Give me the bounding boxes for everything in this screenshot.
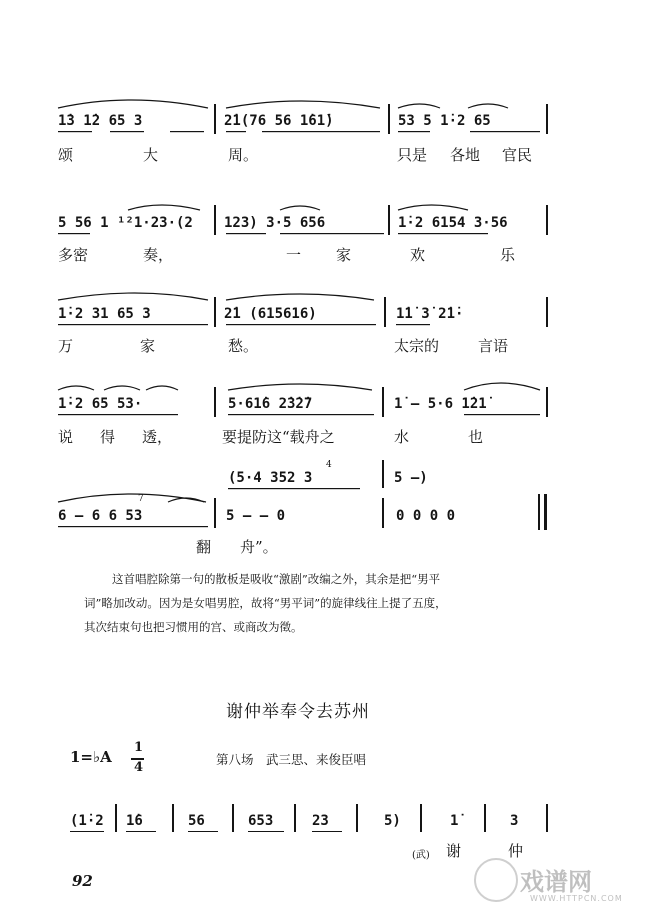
- lyric-4-6: 也: [468, 428, 484, 446]
- measure-1-3: 53 5 1̇·2 65: [398, 113, 491, 129]
- measure-5u-1: (5·4 352 3: [228, 470, 313, 486]
- lyric-2-1: 多密: [58, 246, 89, 264]
- section-title: 谢仲举奉令去苏州: [226, 702, 370, 722]
- measure-2-1: 5 56 1 ¹²1·23·(2: [58, 215, 193, 231]
- measure-4-1: 1̇·2 65 53·: [58, 396, 143, 412]
- footnote-line-3: 其次结束句也把习惯用的宫、或商改为徵。: [84, 620, 303, 634]
- grace-note-7: 7: [138, 494, 144, 504]
- lyric-3-3: 愁。: [228, 337, 259, 355]
- underline: [126, 831, 156, 832]
- lyric-2-2: 奏，: [143, 246, 174, 264]
- measure-4-2: 5·61̇6 2̇3̇2̇7: [228, 396, 313, 412]
- lyric-4-1: 说: [58, 428, 74, 446]
- underline: [248, 831, 284, 832]
- underline: [188, 831, 218, 832]
- intro-note-6: 5): [384, 813, 401, 829]
- barline: [294, 804, 296, 832]
- lyric-3-1: 万: [58, 337, 74, 355]
- time-signature-denominator: 4: [134, 760, 144, 775]
- role-label: (武): [412, 850, 430, 861]
- lyric-2-6: 乐: [500, 246, 516, 264]
- lyric-2-4: 家: [336, 246, 352, 264]
- measure-1-1: 1̇3 1̇2 65 3: [58, 113, 143, 129]
- lyric-1-6: 官民: [502, 146, 533, 164]
- measure-3-1: 1̇·2 31 65 3: [58, 306, 151, 322]
- watermark-brand: 戏谱网: [520, 868, 592, 896]
- scene-caption: 第八场 武三思、来俊臣唱: [216, 752, 367, 767]
- measure-4-3: 1̇ — 5·6 1̇21̇: [394, 396, 487, 412]
- lyric-4-5: 水: [394, 428, 410, 446]
- lyric-section-1: 谢: [446, 842, 462, 860]
- page-number: 92: [72, 872, 93, 890]
- barline: [420, 804, 422, 832]
- intro-note-7: 1̇: [450, 813, 459, 829]
- barline: [546, 804, 548, 832]
- grace-note-4: 4: [326, 460, 332, 470]
- measure-2-2: 123) 3·5 656: [224, 215, 326, 231]
- watermark-logo-icon: [474, 858, 518, 902]
- barline: [115, 804, 117, 832]
- measure-1-2: 2̇1(76 56 1̇61̇): [224, 113, 334, 129]
- lyric-1-5: 各地: [450, 146, 481, 164]
- lyric-3-4: 太宗的: [394, 337, 440, 355]
- underline: [70, 831, 104, 832]
- lyric-2-5: 欢: [410, 246, 426, 264]
- underline: [312, 831, 342, 832]
- lyric-4-2: 得: [100, 428, 116, 446]
- barline: [356, 804, 358, 832]
- measure-5-1: 6 — 6 6 53: [58, 508, 143, 524]
- lyric-4-3: 透，: [142, 428, 173, 446]
- lyric-2-3: 一: [286, 246, 302, 264]
- lyric-3-2: 家: [140, 337, 156, 355]
- lyric-5-2: 舟”。: [240, 538, 278, 556]
- measure-3-2: 2̇1 (615616): [224, 306, 317, 322]
- intro-note-4: 653: [248, 813, 274, 829]
- barline: [172, 804, 174, 832]
- barline: [232, 804, 234, 832]
- footnote-line-2: 词”略加改动。因为是女唱男腔，故将“男平词”的旋律线往上提了五度，: [84, 596, 447, 610]
- lyric-3-5: 言语: [478, 337, 509, 355]
- watermark-url: WWW.HTTPCN.COM: [530, 894, 623, 903]
- measure-5-2: 5 — — 0: [226, 508, 286, 524]
- measure-2-3: 1̇·2 6154 3·56: [398, 215, 508, 231]
- time-signature-numerator: 1: [134, 740, 144, 755]
- lyric-1-1: 颂: [58, 146, 74, 164]
- barline: [484, 804, 486, 832]
- key-signature: 1=♭A: [70, 748, 112, 766]
- footnote-line-1: 这首唱腔除第一句的散板是吸收“激剧”改编之外，其余是把“男平: [112, 572, 441, 586]
- intro-note-8: 3: [510, 813, 519, 829]
- measure-5-3: 0 0 0 0: [396, 508, 456, 524]
- lyric-1-4: 只是: [397, 146, 428, 164]
- intro-note-5: 23: [312, 813, 329, 829]
- measure-3-3: 1̇1̇ 3̇ 2̇1̇·: [396, 306, 464, 322]
- lyric-1-2: 大: [143, 146, 159, 164]
- lyric-5-1: 翻: [196, 538, 212, 556]
- intro-note-1: (1̇·2: [70, 813, 104, 829]
- lyric-section-2: 仲: [508, 842, 524, 860]
- intro-note-2: 1̇6: [126, 813, 143, 829]
- intro-note-3: 56: [188, 813, 205, 829]
- lyric-4-4: 要提防这“载舟之: [222, 428, 335, 446]
- measure-5u-2: 5 —): [394, 470, 428, 486]
- lyric-1-3: 周。: [228, 146, 259, 164]
